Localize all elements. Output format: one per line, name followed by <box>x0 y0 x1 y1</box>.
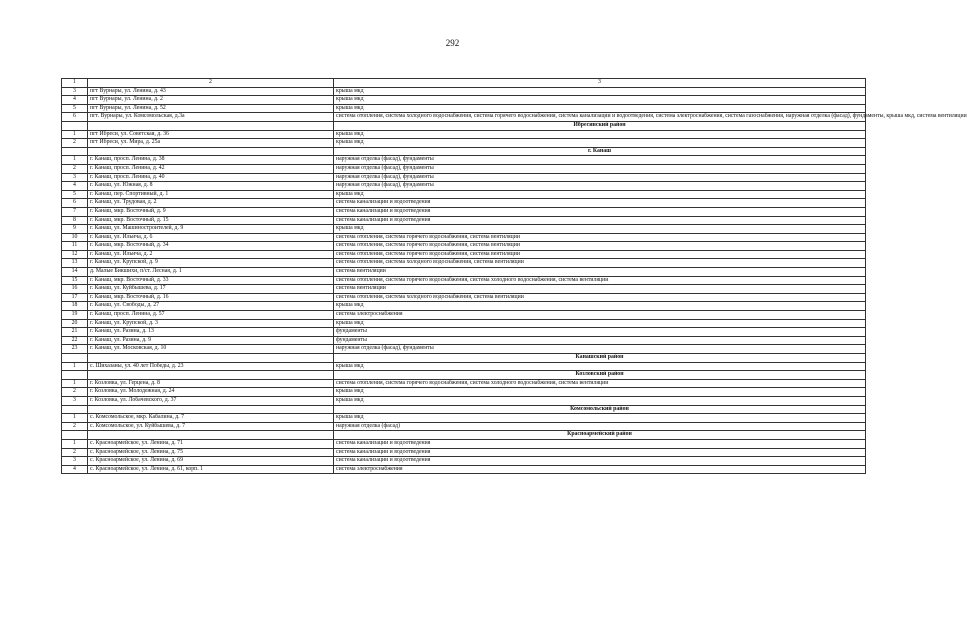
row-work-types: крыша мкд <box>334 104 866 113</box>
row-address: д. Малые Бикшихи, п/ст. Лесная, д. 1 <box>88 268 334 277</box>
section-header-row <box>62 147 866 156</box>
table-row <box>62 216 866 225</box>
row-work-types: крыша мкд <box>334 388 866 397</box>
section-empty-cell <box>62 121 88 130</box>
section-title: Канашский район <box>334 354 866 363</box>
row-work-types: система отопления, система холодного водоснабжения, система вентиляции <box>334 293 866 302</box>
row-number: 5 <box>62 104 88 113</box>
table-row <box>62 311 866 320</box>
row-address: с. Комсомольское, ул. Куйбышева, д. 7 <box>88 422 334 431</box>
row-address: г. Канаш, просп. Ленина, д. 42 <box>88 164 334 173</box>
row-number: 1 <box>62 379 88 388</box>
table-row <box>62 173 866 182</box>
row-work-types: система электроснабжения <box>334 311 866 320</box>
row-address: с. Шихазаны, ул. 40 лет Победы, д. 23 <box>88 362 334 371</box>
row-work-types: система вентиляции <box>334 285 866 294</box>
row-work-types: система отопления, система холодного водоснабжения, система горячего водоснабжения, система канализации и водоотведения, система электроснабжения, система газоснабжения, наружная отделка (фасад), фундаменты, крыша мкд, система вентиляции <box>334 113 866 122</box>
row-address: г. Канаш, ул. Трудовая, д. 2 <box>88 199 334 208</box>
row-address: г. Козловка, ул. Молодежная, д. 24 <box>88 388 334 397</box>
table-row <box>62 422 866 431</box>
section-empty-cell <box>88 354 334 363</box>
row-number: 4 <box>62 182 88 191</box>
row-address: г. Канаш, мкр. Восточный, д. 33 <box>88 276 334 285</box>
row-address: г. Канаш, ул. Крупской, д. 3 <box>88 319 334 328</box>
row-number: 16 <box>62 285 88 294</box>
table-row <box>62 379 866 388</box>
section-header-row <box>62 405 866 414</box>
row-number: 21 <box>62 328 88 337</box>
section-header-row <box>62 121 866 130</box>
table-row <box>62 250 866 259</box>
row-work-types: крыша мкд <box>334 190 866 199</box>
row-work-types: крыша мкд <box>334 225 866 234</box>
table-row <box>62 164 866 173</box>
section-empty-cell <box>88 147 334 156</box>
row-number: 10 <box>62 233 88 242</box>
row-work-types: система отопления, система горячего водоснабжения, система вентиляции <box>334 250 866 259</box>
row-number: 1 <box>62 439 88 448</box>
row-work-types: крыша мкд <box>334 96 866 105</box>
table-row <box>62 130 866 139</box>
table-row <box>62 139 866 148</box>
row-number: 2 <box>62 422 88 431</box>
table-row <box>62 465 866 474</box>
section-header-row <box>62 371 866 380</box>
row-work-types: система электроснабжения <box>334 465 866 474</box>
section-empty-cell <box>62 147 88 156</box>
table-row <box>62 207 866 216</box>
row-work-types: система канализации и водоотведения <box>334 199 866 208</box>
table-row <box>62 336 866 345</box>
row-number: 1 <box>62 414 88 423</box>
table-row <box>62 182 866 191</box>
row-address: г. Канаш, ул. Ильича, д. 6 <box>88 233 334 242</box>
table-row <box>62 242 866 251</box>
row-work-types: система отопления, система горячего водоснабжения, система вентиляции <box>334 242 866 251</box>
row-number: 20 <box>62 319 88 328</box>
row-work-types: система отопления, система холодного водоснабжения, система вентиляции <box>334 259 866 268</box>
row-address: г. Канаш, ул. Ильича, д. 2 <box>88 250 334 259</box>
row-address: с. Красноармейское, ул. Ленина, д. 69 <box>88 457 334 466</box>
row-work-types: фундаменты <box>334 328 866 337</box>
section-empty-cell <box>88 431 334 440</box>
row-number: 13 <box>62 259 88 268</box>
table-row <box>62 302 866 311</box>
row-number: 23 <box>62 345 88 354</box>
section-title: Козловский район <box>334 371 866 380</box>
row-work-types: система канализации и водоотведения <box>334 439 866 448</box>
section-empty-cell <box>88 371 334 380</box>
section-empty-cell <box>62 405 88 414</box>
row-number: 17 <box>62 293 88 302</box>
table-header-row <box>62 79 866 88</box>
row-number: 4 <box>62 465 88 474</box>
row-work-types: система отопления, система горячего водоснабжения, система холодного водоснабжения, система вентиляции <box>334 276 866 285</box>
table-row <box>62 113 866 122</box>
row-number: 12 <box>62 250 88 259</box>
row-number: 2 <box>62 448 88 457</box>
table-row <box>62 190 866 199</box>
row-address: г. Канаш, ул. Южная, д. 8 <box>88 182 334 191</box>
row-number: 3 <box>62 87 88 96</box>
section-empty-cell <box>88 405 334 414</box>
header-col-3: 3 <box>334 79 866 88</box>
table-row <box>62 448 866 457</box>
table-row <box>62 414 866 423</box>
section-header-row <box>62 354 866 363</box>
row-number: 14 <box>62 268 88 277</box>
row-work-types: система отопления, система горячего водоснабжения, система вентиляции <box>334 233 866 242</box>
row-number: 1 <box>62 130 88 139</box>
row-work-types: система канализации и водоотведения <box>334 448 866 457</box>
table-row <box>62 388 866 397</box>
table-row <box>62 96 866 105</box>
row-address: пгт Вурнары, ул. Ленина, д. 52 <box>88 104 334 113</box>
row-number: 2 <box>62 388 88 397</box>
row-address: пгт Вурнары, ул. Ленина, д. 43 <box>88 87 334 96</box>
row-work-types: наружная отделка (фасад), фундаменты <box>334 164 866 173</box>
table-row <box>62 156 866 165</box>
row-number: 22 <box>62 336 88 345</box>
table-row <box>62 104 866 113</box>
works-table <box>61 78 967 474</box>
row-work-types: крыша мкд <box>334 396 866 405</box>
row-number: 2 <box>62 164 88 173</box>
table-row <box>62 362 866 371</box>
table-row <box>62 259 866 268</box>
table-row <box>62 285 866 294</box>
section-title: Ибресинский район <box>334 121 866 130</box>
table-row <box>62 319 866 328</box>
section-title: г. Канаш <box>334 147 866 156</box>
table-row <box>62 225 866 234</box>
row-number: 19 <box>62 311 88 320</box>
row-address: г. Канаш, ул. Крупской, д. 9 <box>88 259 334 268</box>
row-work-types: крыша мкд <box>334 130 866 139</box>
row-address: г. Канаш, мкр. Восточный, д. 34 <box>88 242 334 251</box>
row-address: г. Козловка, ул. Лобачевского, д. 37 <box>88 396 334 405</box>
table-row <box>62 396 866 405</box>
row-number: 18 <box>62 302 88 311</box>
table-row <box>62 233 866 242</box>
row-address: г. Канаш, ул. Разина, д. 9 <box>88 336 334 345</box>
row-number: 3 <box>62 396 88 405</box>
row-work-types: система канализации и водоотведения <box>334 216 866 225</box>
row-number: 3 <box>62 457 88 466</box>
row-work-types: система канализации и водоотведения <box>334 207 866 216</box>
row-number: 11 <box>62 242 88 251</box>
row-address: пгт Вурнары, ул. Ленина, д. 2 <box>88 96 334 105</box>
row-address: пгт. Вурнары, ул. Комсомольская, д.3а <box>88 113 334 122</box>
table-row <box>62 87 866 96</box>
table-row <box>62 293 866 302</box>
row-address: г. Канаш, ул. Разина, д. 13 <box>88 328 334 337</box>
row-address: пгт Ибреси, ул. Мира, д. 25а <box>88 139 334 148</box>
row-work-types: крыша мкд <box>334 319 866 328</box>
row-address: с. Красноармейское, ул. Ленина, д. 61, корп. 1 <box>88 465 334 474</box>
row-address: г. Канаш, просп. Ленина, д. 40 <box>88 173 334 182</box>
row-address: г. Канаш, ул. Куйбышева, д. 17 <box>88 285 334 294</box>
section-title: Красноармейский район <box>334 431 866 440</box>
row-work-types: наружная отделка (фасад), фундаменты <box>334 345 866 354</box>
row-number: 9 <box>62 225 88 234</box>
row-number: 4 <box>62 96 88 105</box>
row-work-types: крыша мкд <box>334 87 866 96</box>
row-number: 7 <box>62 207 88 216</box>
table-row <box>62 328 866 337</box>
row-address: с. Красноармейское, ул. Ленина, д. 75 <box>88 448 334 457</box>
row-number: 6 <box>62 199 88 208</box>
row-work-types: наружная отделка (фасад), фундаменты <box>334 182 866 191</box>
row-number: 6 <box>62 113 88 122</box>
section-empty-cell <box>62 371 88 380</box>
row-address: г. Канаш, просп. Ленина, д. 38 <box>88 156 334 165</box>
header-col-1: 1 <box>62 79 88 88</box>
row-work-types: крыша мкд <box>334 362 866 371</box>
section-title: Комсомольский район <box>334 405 866 414</box>
row-address: г. Канаш, мкр. Восточный, д. 16 <box>88 293 334 302</box>
row-number: 1 <box>62 156 88 165</box>
section-empty-cell <box>88 121 334 130</box>
row-address: г. Козловка, ул. Герцена, д. 8 <box>88 379 334 388</box>
row-work-types: наружная отделка (фасад), фундаменты <box>334 173 866 182</box>
row-address: с. Красноармейское, ул. Ленина, д. 71 <box>88 439 334 448</box>
row-address: г. Канаш, ул. Московская, д. 10 <box>88 345 334 354</box>
header-col-2: 2 <box>88 79 334 88</box>
table-row <box>62 199 866 208</box>
row-work-types: система канализации и водоотведения <box>334 457 866 466</box>
row-address: г. Канаш, мкр. Восточный, д. 15 <box>88 216 334 225</box>
row-work-types: крыша мкд <box>334 302 866 311</box>
table-row <box>62 276 866 285</box>
row-work-types: крыша мкд <box>334 414 866 423</box>
page-number: 292 <box>445 38 460 48</box>
row-work-types: наружная отделка (фасад), фундаменты <box>334 156 866 165</box>
row-number: 1 <box>62 362 88 371</box>
row-work-types: система отопления, система горячего водоснабжения, система холодного водоснабжения, система вентиляции <box>334 379 866 388</box>
row-number: 8 <box>62 216 88 225</box>
row-address: г. Канаш, ул. Свободы, д. 27 <box>88 302 334 311</box>
row-address: г. Канаш, просп. Ленина, д. 57 <box>88 311 334 320</box>
table-body <box>62 79 967 474</box>
row-number: 5 <box>62 190 88 199</box>
section-empty-cell <box>62 354 88 363</box>
row-work-types: наружная отделка (фасад) <box>334 422 866 431</box>
row-address: г. Канаш, мкр. Восточный, д. 9 <box>88 207 334 216</box>
row-work-types: крыша мкд <box>334 139 866 148</box>
section-empty-cell <box>62 431 88 440</box>
row-address: с. Комсомольское, мкр. Кабалина, д. 7 <box>88 414 334 423</box>
row-address: г. Канаш, пер. Спортивный, д. 1 <box>88 190 334 199</box>
table-row <box>62 268 866 277</box>
row-number: 2 <box>62 139 88 148</box>
row-number: 15 <box>62 276 88 285</box>
section-header-row <box>62 431 866 440</box>
table-row <box>62 345 866 354</box>
row-address: пгт Ибреси, ул. Советская, д. 36 <box>88 130 334 139</box>
row-number: 3 <box>62 173 88 182</box>
row-address: г. Канаш, ул. Машиностроителей, д. 9 <box>88 225 334 234</box>
row-work-types: система вентиляции <box>334 268 866 277</box>
table-row <box>62 457 866 466</box>
row-work-types: фундаменты <box>334 336 866 345</box>
table-row <box>62 439 866 448</box>
